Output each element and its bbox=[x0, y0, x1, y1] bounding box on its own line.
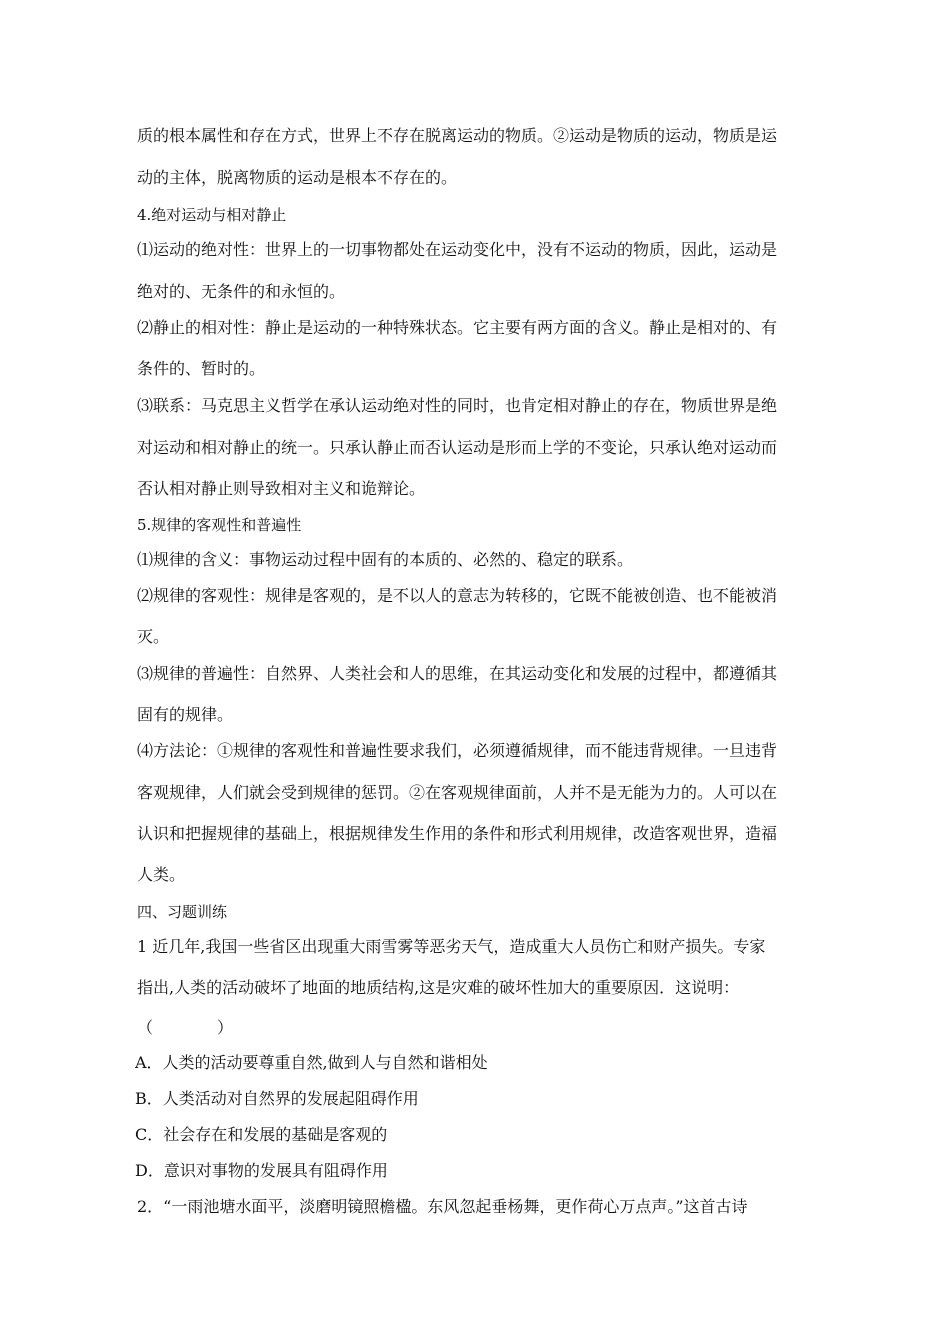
text-line: 客观规律，人们就会受到规律的惩罚。②在客观规律面前，人并不是无能为力的。人可以在 bbox=[137, 783, 778, 802]
option-a: A．人类的活动要尊重自然,做到人与自然和谐相处 bbox=[135, 1053, 488, 1072]
text-line: 灭。 bbox=[137, 627, 170, 646]
text-line: ⑴规律的含义：事物运动过程中固有的本质的、必然的、稳定的联系。 bbox=[137, 550, 634, 569]
text-line: ⑶规律的普遍性：自然界、人类社会和人的思维，在其运动变化和发展的过程中，都遵循其 bbox=[137, 664, 778, 683]
text-line: ⑴运动的绝对性：世界上的一切事物都处在运动变化中，没有不运动的物质，因此，运动是 bbox=[137, 240, 778, 259]
section-heading: 4.绝对运动与相对静止 bbox=[137, 206, 287, 224]
section-heading: 5.规律的客观性和普遍性 bbox=[137, 516, 302, 534]
text-line: 对运动和相对静止的统一。只承认静止而否认运动是形而上学的不变论，只承认绝对运动而 bbox=[137, 438, 778, 457]
text-line: 否认相对静止则导致相对主义和诡辩论。 bbox=[137, 479, 426, 498]
option-d: D．意识对事物的发展具有阻碍作用 bbox=[135, 1161, 388, 1180]
text-line: 绝对的、无条件的和永恒的。 bbox=[137, 282, 346, 301]
text-line: 认识和把握规律的基础上，根据规律发生作用的条件和形式利用规律，改造客观世界，造福 bbox=[137, 824, 778, 843]
text-line: 质的根本属性和存在方式，世界上不存在脱离运动的物质。②运动是物质的运动，物质是运 bbox=[137, 126, 778, 145]
answer-blank: （ ） bbox=[137, 1018, 234, 1037]
text-line: 条件的、暂时的。 bbox=[137, 359, 266, 378]
text-line: ⑷方法论：①规律的客观性和普遍性要求我们，必须遵循规律，而不能违背规律。一旦违背 bbox=[137, 741, 778, 760]
text-line: ⑵规律的客观性：规律是客观的，是不以人的意志为转移的，它既不能被创造、也不能被消 bbox=[137, 586, 778, 605]
text-line: 人类。 bbox=[137, 865, 186, 884]
section-heading: 四、习题训练 bbox=[137, 903, 228, 921]
question-line: 指出,人类的活动破坏了地面的地质结构,这是灾难的破坏性加大的重要原因．这说明： bbox=[137, 978, 740, 997]
text-line: ⑶联系：马克思主义哲学在承认运动绝对性的同时，也肯定相对静止的存在，物质世界是绝 bbox=[137, 396, 778, 415]
question-line: 2．“一雨池塘水面平，淡磨明镜照檐楹。东风忽起垂杨舞，更作荷心万点声。”这首古诗 bbox=[137, 1197, 748, 1216]
text-line: 动的主体，脱离物质的运动是根本不存在的。 bbox=[137, 168, 458, 187]
text-line: 固有的规律。 bbox=[137, 705, 234, 724]
option-c: C．社会存在和发展的基础是客观的 bbox=[135, 1125, 388, 1144]
question-line: 1 近几年,我国一些省区出现重大雨雪雾等恶劣天气，造成重大人员伤亡和财产损失。专家 bbox=[137, 937, 766, 956]
text-line: ⑵静止的相对性：静止是运动的一种特殊状态。它主要有两方面的含义。静止是相对的、有 bbox=[137, 318, 778, 337]
option-b: B．人类活动对自然界的发展起阻碍作用 bbox=[135, 1089, 419, 1108]
